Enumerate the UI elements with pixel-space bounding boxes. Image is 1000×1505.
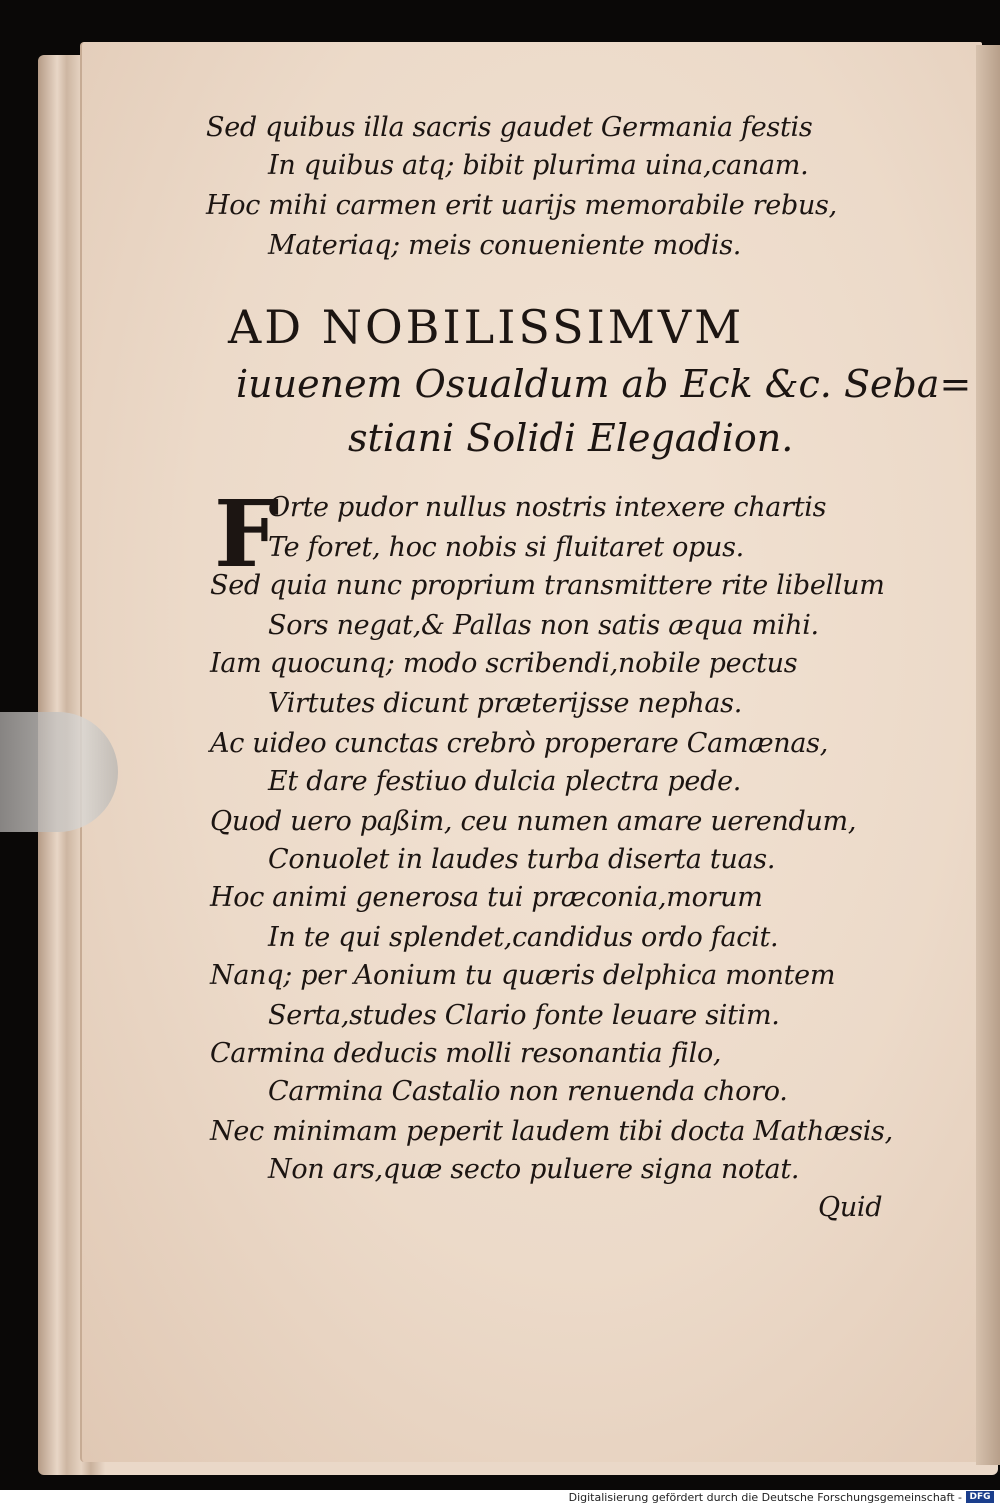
poem-line: Iam quocunq; modo scribendi,nobile pectus (210, 648, 798, 679)
dfg-logo-icon: DFG (966, 1491, 994, 1503)
poem-top-line: Sed quibus illa sacris gaudet Germania festis (206, 112, 813, 143)
heading-subtitle: stiani Solidi Elegadion. (348, 416, 794, 460)
poem-line: Virtutes dicunt præterijsse nephas. (268, 688, 742, 719)
poem-line: Te foret, hoc nobis si fluitaret opus. (268, 532, 744, 563)
poem-line: Serta,studes Clario fonte leuare sitim. (268, 1000, 780, 1031)
poem-line: In te qui splendet,candidus ordo facit. (268, 922, 779, 953)
poem-top-line: Hoc mihi carmen erit uarijs memorabile rebus, (206, 190, 837, 221)
poem-line: Orte pudor nullus nostris intexere chartis (268, 492, 827, 523)
footer-credit: Digitalisierung gefördert durch die Deutsche Forschungsgemeinschaft - (568, 1491, 962, 1504)
poem-line: Non ars,quæ secto puluere signa notat. (268, 1154, 800, 1185)
poem-line: Et dare festiuo dulcia plectra pede. (268, 766, 742, 797)
poem-line: Quod uero paßim, ceu numen amare uerendum, (210, 806, 857, 837)
drop-cap-initial: F (214, 480, 280, 588)
poem-line: Nanq; per Aonium tu quæris delphica montem (210, 960, 836, 991)
heading-title: AD NOBILISSIMVM (228, 300, 745, 354)
poem-line: Hoc animi generosa tui præconia,morum (210, 882, 763, 913)
catchword: Quid (818, 1192, 883, 1223)
poem-line: Sed quia nunc proprium transmittere rite libellum (210, 570, 885, 601)
poem-line: Nec minimam peperit laudem tibi docta Mathæsis, (210, 1116, 893, 1147)
poem-top-line: Materiaq; meis conueniente modis. (268, 230, 742, 261)
poem-line: Conuolet in laudes turba diserta tuas. (268, 844, 776, 875)
poem-top-line: In quibus atq; bibit plurima uina,canam. (268, 150, 809, 181)
poem-line: Carmina deducis molli resonantia filo, (210, 1038, 722, 1069)
poem-line: Ac uideo cunctas crebrò properare Camænas, (210, 728, 829, 759)
heading-subtitle: iuuenem Osualdum ab Eck &c. Seba= (236, 362, 972, 406)
poem-line: Carmina Castalio non renuenda choro. (268, 1076, 788, 1107)
poem-line: Sors negat,& Pallas non satis æqua mihi. (268, 610, 819, 641)
